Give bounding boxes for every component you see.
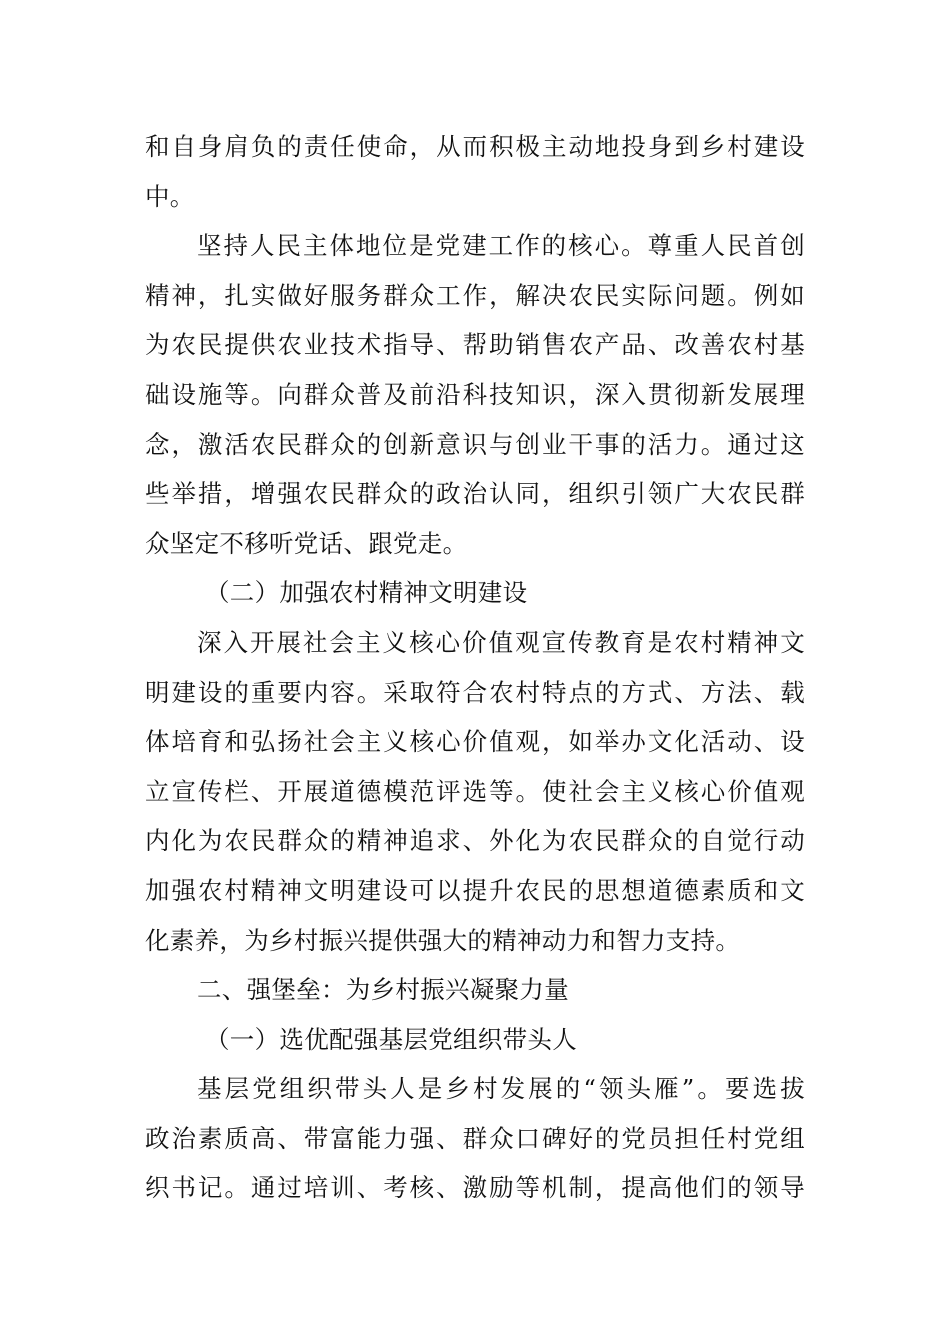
text-line: 深入开展社会主义核心价值观宣传教育是农村精神文 bbox=[197, 627, 805, 657]
text-line: 精神，扎实做好服务群众工作，解决农民实际问题。例如 bbox=[145, 280, 805, 310]
text-line: （二）加强农村精神文明建设 bbox=[205, 578, 528, 608]
text-line: 坚持人民主体地位是党建工作的核心。尊重人民首创 bbox=[197, 231, 805, 261]
document-page bbox=[145, 122, 805, 1213]
text-line: 础设施等。向群众普及前沿科技知识，深入贯彻新发展理 bbox=[145, 379, 805, 409]
text-line: 念，激活农民群众的创新意识与创业干事的活力。通过这 bbox=[145, 429, 805, 459]
text-line: 些举措，增强农民群众的政治认同，组织引领广大农民群 bbox=[145, 479, 805, 509]
text-line: 中。 bbox=[145, 181, 195, 211]
text-line: 二、强堡垒：为乡村振兴凝聚力量 bbox=[197, 975, 569, 1005]
text-line: 基层党组织带头人是乡村发展的“领头雁”。要选拔 bbox=[197, 1074, 805, 1104]
text-line: 化素养，为乡村振兴提供强大的精神动力和智力支持。 bbox=[145, 925, 741, 955]
text-line: 体培育和弘扬社会主义核心价值观，如举办文化活动、设 bbox=[145, 727, 805, 757]
text-line: 明建设的重要内容。采取符合农村特点的方式、方法、载 bbox=[145, 677, 805, 707]
text-line: 为农民提供农业技术指导、帮助销售农产品、改善农村基 bbox=[145, 330, 805, 360]
text-line: 织书记。通过培训、考核、激励等机制，提高他们的领导 bbox=[145, 1173, 805, 1203]
document-body bbox=[145, 122, 805, 1213]
text-line: 政治素质高、带富能力强、群众口碑好的党员担任村党组 bbox=[145, 1123, 805, 1153]
text-line: 加强农村精神文明建设可以提升农民的思想道德素质和文 bbox=[145, 875, 805, 905]
text-line: 内化为农民群众的精神追求、外化为农民群众的自觉行动 bbox=[145, 826, 805, 856]
text-line: 立宣传栏、开展道德模范评选等。使社会主义核心价值观 bbox=[145, 776, 805, 806]
text-line: （一）选优配强基层党组织带头人 bbox=[205, 1024, 577, 1054]
text-line: 和自身肩负的责任使命，从而积极主动地投身到乡村建设 bbox=[145, 132, 805, 161]
text-line: 众坚定不移听党话、跟党走。 bbox=[145, 528, 468, 558]
